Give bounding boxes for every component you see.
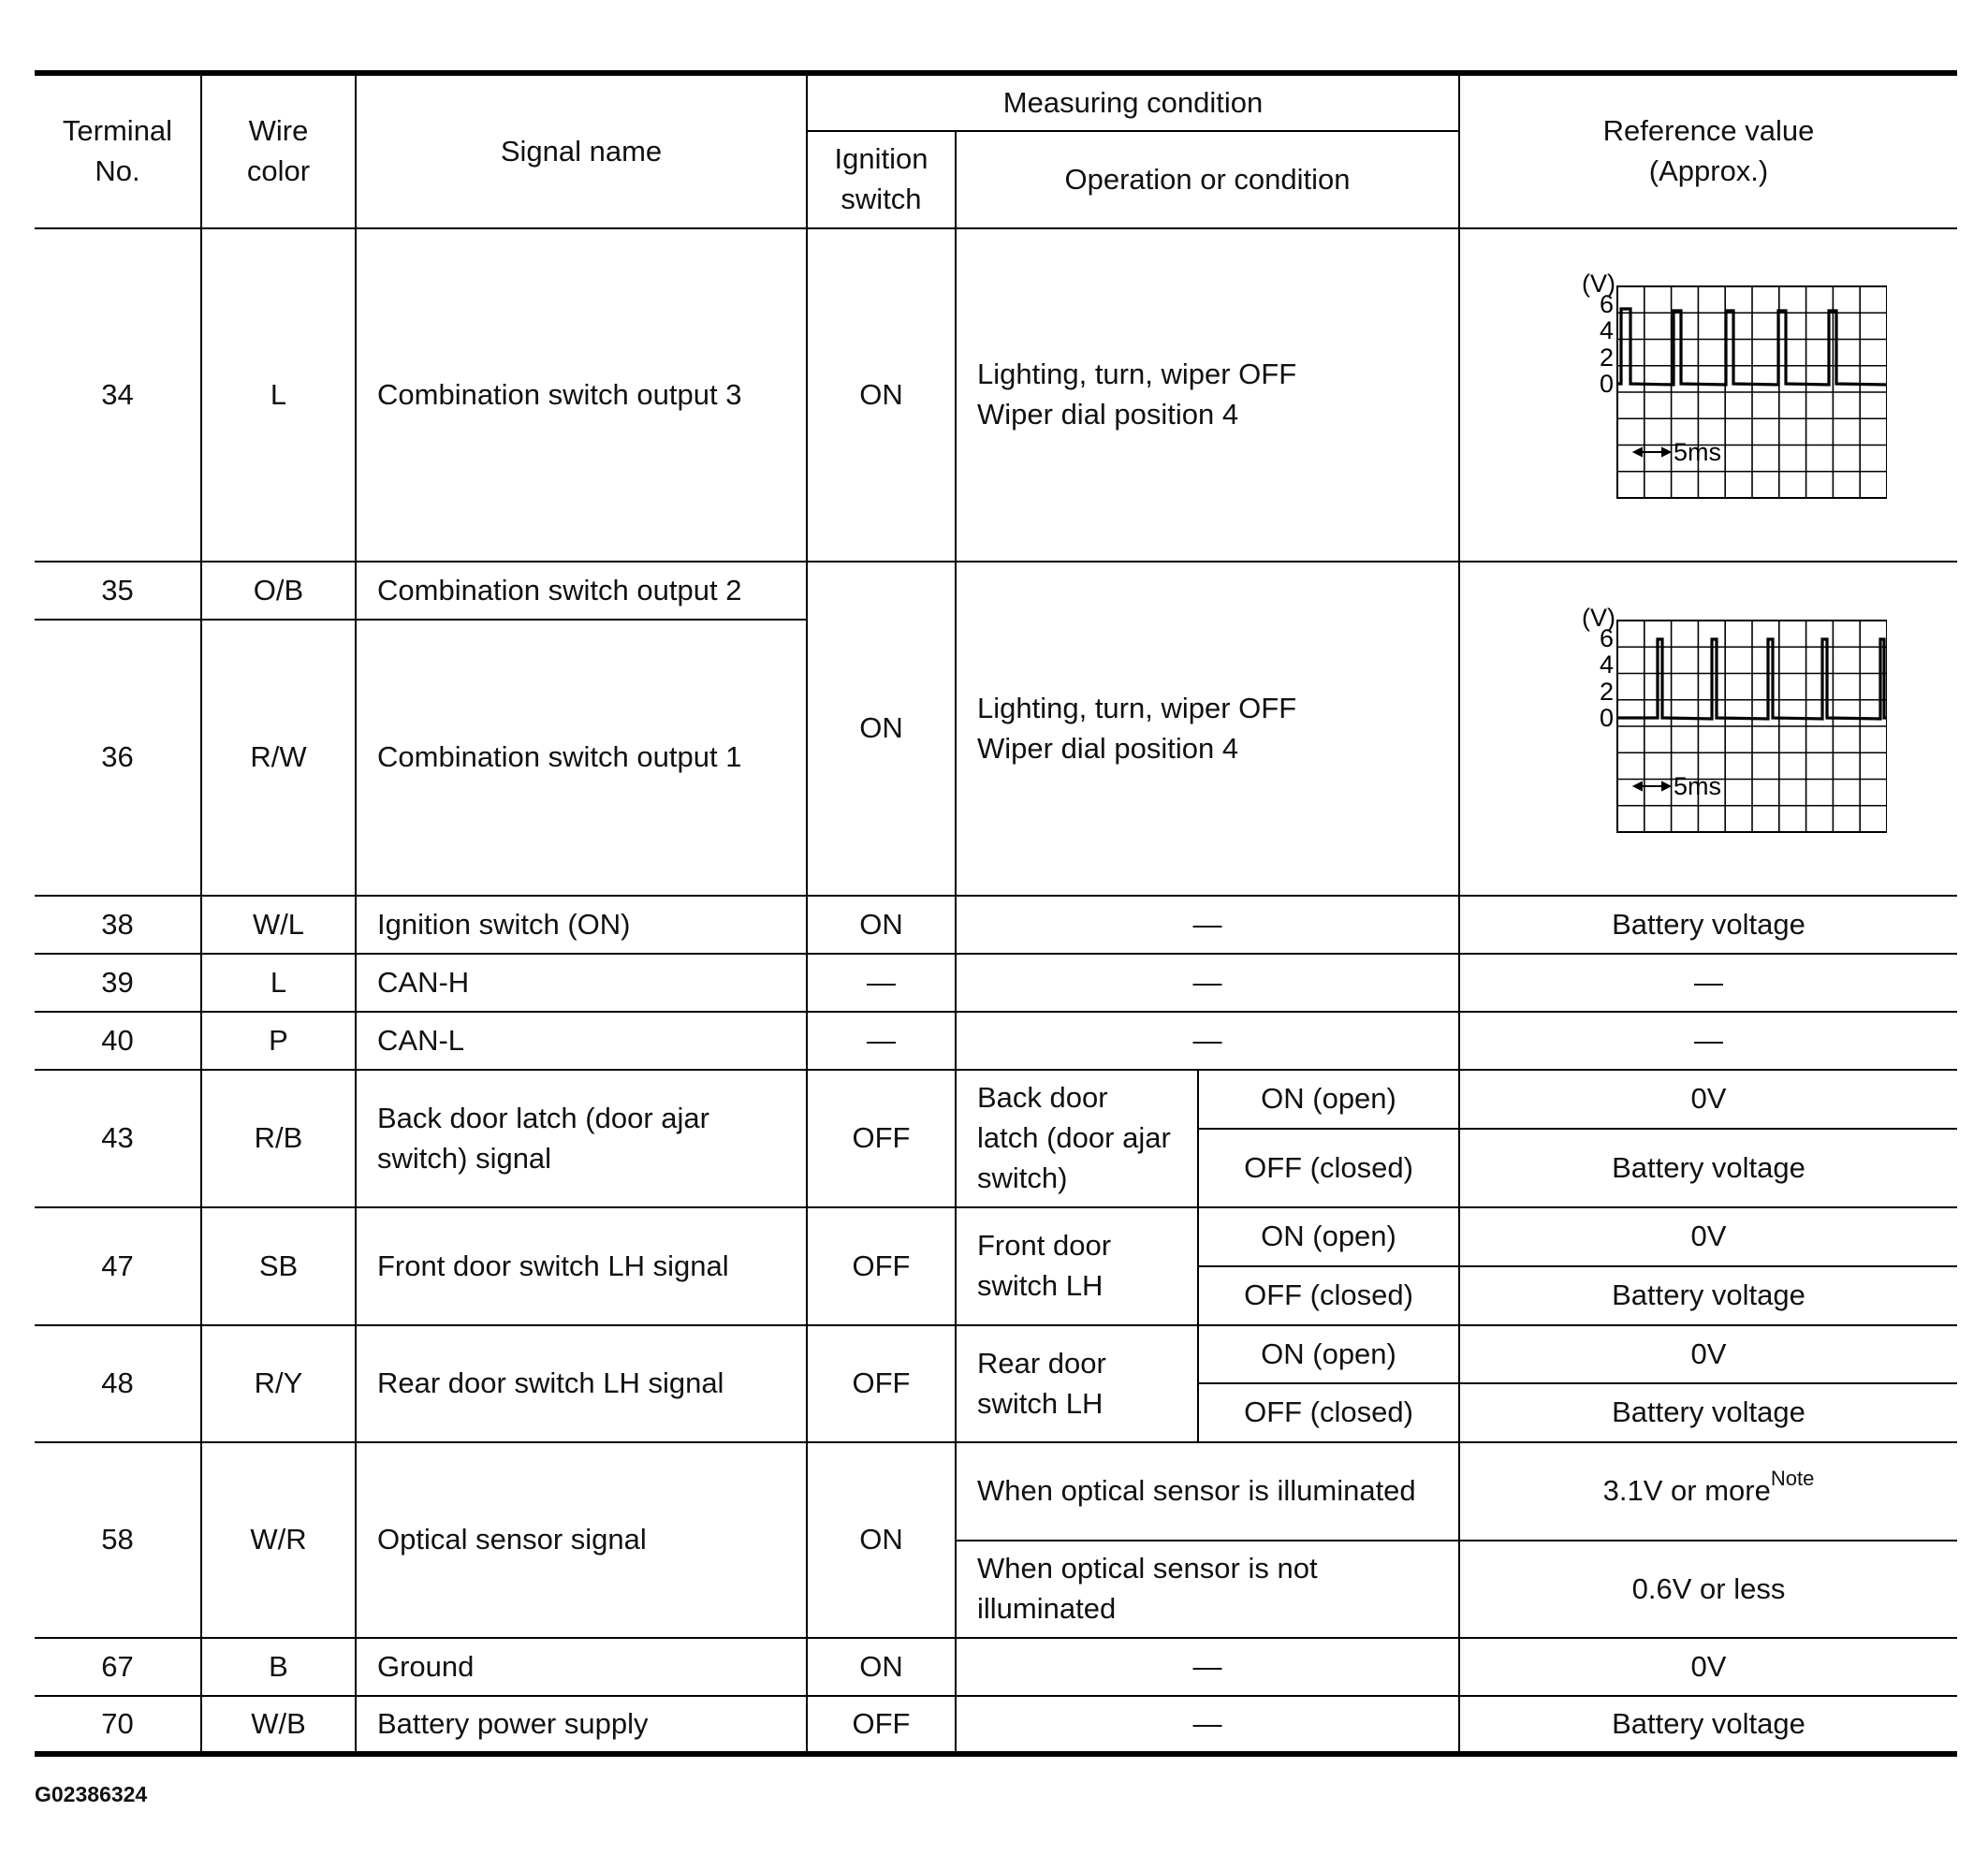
terminal-cell: 36 bbox=[35, 620, 201, 896]
figure-id: G02386324 bbox=[35, 1782, 148, 1806]
signal-name-cell: CAN-H bbox=[356, 954, 807, 1012]
wire-color-cell: R/Y bbox=[201, 1325, 356, 1442]
waveform-time-scale-marker bbox=[1634, 448, 1670, 456]
wire-color-cell: B bbox=[201, 1638, 356, 1696]
header-signal-name: Signal name bbox=[356, 73, 807, 228]
waveform-y-tick: 6 bbox=[1599, 623, 1614, 652]
header-operation-or-condition: Operation or condition bbox=[956, 131, 1459, 228]
waveform-time-scale-label: 5ms bbox=[1673, 438, 1721, 466]
ignition-cell: ON bbox=[807, 228, 956, 562]
waveform-unit-label: (V) bbox=[1581, 273, 1615, 298]
header-row-1 bbox=[35, 73, 1957, 131]
signal-name-cell: Front door switch LH signal bbox=[356, 1207, 807, 1325]
reference-value-cell: — bbox=[1459, 1012, 1957, 1070]
table-row bbox=[35, 1638, 1957, 1696]
note-marker: Note bbox=[1770, 1467, 1815, 1491]
wire-color-cell: L bbox=[201, 954, 356, 1012]
wire-color-cell: P bbox=[201, 1012, 356, 1070]
terminal-cell: 67 bbox=[35, 1638, 201, 1696]
wire-color-cell: SB bbox=[201, 1207, 356, 1325]
header-measuring-condition: Measuring condition bbox=[807, 73, 1459, 131]
operation-cell: Rear door switch LH bbox=[956, 1325, 1198, 1442]
waveform-chart-1 bbox=[1531, 273, 1887, 517]
reference-value-cell bbox=[1459, 228, 1957, 562]
state-cell: OFF (closed) bbox=[1198, 1129, 1459, 1207]
operation-cell: Front door switch LH bbox=[956, 1207, 1198, 1325]
signal-name-cell: Combination switch output 1 bbox=[356, 620, 807, 896]
header-reference-value-label: Reference value bbox=[1602, 114, 1815, 148]
table-row bbox=[35, 1696, 1957, 1754]
condition-cell: — bbox=[956, 1696, 1459, 1754]
waveform-y-tick: 6 bbox=[1599, 290, 1614, 318]
terminal-cell: 40 bbox=[35, 1012, 201, 1070]
state-cell: ON (open) bbox=[1198, 1325, 1459, 1383]
wire-color-cell: W/L bbox=[201, 896, 356, 954]
signal-name-cell: Combination switch output 3 bbox=[356, 228, 807, 562]
wire-color-cell: W/R bbox=[201, 1442, 356, 1638]
condition-cell: — bbox=[956, 896, 1459, 954]
condition-line: Wiper dial position 4 bbox=[977, 398, 1239, 431]
condition-cell bbox=[956, 562, 1459, 896]
table-row bbox=[35, 1012, 1957, 1070]
wire-color-cell: L bbox=[201, 228, 356, 562]
condition-cell: When optical sensor is illuminated bbox=[956, 1442, 1459, 1541]
condition-cell: — bbox=[956, 954, 1459, 1012]
wire-color-cell: R/W bbox=[201, 620, 356, 896]
waveform-time-scale-marker bbox=[1634, 782, 1670, 790]
waveform-y-tick: 0 bbox=[1599, 703, 1614, 732]
terminal-cell: 43 bbox=[35, 1070, 201, 1207]
signal-name-cell: Optical sensor signal bbox=[356, 1442, 807, 1638]
condition-cell: — bbox=[956, 1638, 1459, 1696]
reference-value-cell: 0V bbox=[1459, 1207, 1957, 1266]
signal-name-cell: Ignition switch (ON) bbox=[356, 896, 807, 954]
reference-value-cell: Battery voltage bbox=[1459, 896, 1957, 954]
reference-value-cell bbox=[1459, 1442, 1957, 1541]
operation-cell: Back door latch (door ajar switch) bbox=[956, 1070, 1198, 1207]
reference-value-cell: Battery voltage bbox=[1459, 1696, 1957, 1754]
table-row bbox=[35, 562, 1957, 620]
condition-line: Lighting, turn, wiper OFF bbox=[977, 358, 1297, 391]
terminal-cell: 38 bbox=[35, 896, 201, 954]
ignition-cell: OFF bbox=[807, 1207, 956, 1325]
ignition-cell: OFF bbox=[807, 1070, 956, 1207]
reference-value-cell bbox=[1459, 562, 1957, 896]
table-row bbox=[35, 954, 1957, 1012]
ignition-cell: ON bbox=[807, 1638, 956, 1696]
condition-line: Lighting, turn, wiper OFF bbox=[977, 691, 1297, 724]
waveform-grid bbox=[1617, 286, 1887, 498]
signal-name-cell: Back door latch (door ajar switch) signal bbox=[356, 1070, 807, 1207]
signal-name-cell: CAN-L bbox=[356, 1012, 807, 1070]
header-terminal-no: Terminal No. bbox=[35, 73, 201, 228]
signal-name-cell: Ground bbox=[356, 1638, 807, 1696]
terminal-cell: 48 bbox=[35, 1325, 201, 1442]
waveform-unit-label: (V) bbox=[1581, 606, 1615, 632]
reference-value-cell: — bbox=[1459, 954, 1957, 1012]
terminal-cell: 35 bbox=[35, 562, 201, 620]
wire-color-cell: R/B bbox=[201, 1070, 356, 1207]
table-row bbox=[35, 1207, 1957, 1266]
condition-cell: — bbox=[956, 1012, 1459, 1070]
ignition-cell: ON bbox=[807, 562, 956, 896]
ignition-cell: ON bbox=[807, 1442, 956, 1638]
header-reference-value-approx: (Approx.) bbox=[1648, 154, 1769, 187]
table-row bbox=[35, 228, 1957, 562]
ignition-cell: OFF bbox=[807, 1325, 956, 1442]
reference-value-cell: 0V bbox=[1459, 1070, 1957, 1129]
table-row bbox=[35, 1070, 1957, 1129]
reference-value-cell: 0.6V or less bbox=[1459, 1541, 1957, 1638]
state-cell: ON (open) bbox=[1198, 1207, 1459, 1266]
reference-value-cell: Battery voltage bbox=[1459, 1383, 1957, 1442]
condition-line: Wiper dial position 4 bbox=[977, 731, 1239, 765]
header-reference-value bbox=[1459, 73, 1957, 228]
table-row bbox=[35, 896, 1957, 954]
ignition-cell: OFF bbox=[807, 1696, 956, 1754]
reference-value-cell: 0V bbox=[1459, 1638, 1957, 1696]
condition-cell bbox=[956, 228, 1459, 562]
waveform-y-tick: 4 bbox=[1599, 316, 1614, 344]
reference-value-text: 3.1V or more bbox=[1602, 1474, 1771, 1508]
terminal-cell: 58 bbox=[35, 1442, 201, 1638]
signal-name-cell: Battery power supply bbox=[356, 1696, 807, 1754]
signal-name-cell: Rear door switch LH signal bbox=[356, 1325, 807, 1442]
ignition-cell: ON bbox=[807, 896, 956, 954]
state-cell: OFF (closed) bbox=[1198, 1383, 1459, 1442]
ignition-cell: — bbox=[807, 954, 956, 1012]
terminal-cell: 70 bbox=[35, 1696, 201, 1754]
terminal-cell: 47 bbox=[35, 1207, 201, 1325]
terminal-cell: 39 bbox=[35, 954, 201, 1012]
header-wire-color: Wire color bbox=[201, 73, 356, 228]
wire-color-cell: O/B bbox=[201, 562, 356, 620]
wire-color-cell: W/B bbox=[201, 1696, 356, 1754]
terminal-reference-sheet bbox=[35, 70, 1957, 1757]
table-row bbox=[35, 1442, 1957, 1541]
state-cell: OFF (closed) bbox=[1198, 1266, 1459, 1325]
condition-cell: When optical sensor is not illuminated bbox=[956, 1541, 1459, 1638]
waveform-y-tick: 4 bbox=[1599, 650, 1614, 679]
reference-value-cell: 0V bbox=[1459, 1325, 1957, 1383]
reference-value-cell: Battery voltage bbox=[1459, 1266, 1957, 1325]
waveform-y-tick: 2 bbox=[1599, 343, 1614, 372]
table-row bbox=[35, 1325, 1957, 1383]
waveform-y-tick: 2 bbox=[1599, 677, 1614, 706]
ignition-cell: — bbox=[807, 1012, 956, 1070]
waveform-chart-2 bbox=[1531, 607, 1887, 851]
signal-name-cell: Combination switch output 2 bbox=[356, 562, 807, 620]
reference-value-cell: Battery voltage bbox=[1459, 1129, 1957, 1207]
waveform-y-tick: 0 bbox=[1599, 370, 1614, 398]
waveform-time-scale-label: 5ms bbox=[1673, 771, 1721, 800]
terminal-cell: 34 bbox=[35, 228, 201, 562]
state-cell: ON (open) bbox=[1198, 1070, 1459, 1129]
terminal-reference-table bbox=[35, 70, 1957, 1757]
header-ignition-switch: Ignition switch bbox=[807, 131, 956, 228]
